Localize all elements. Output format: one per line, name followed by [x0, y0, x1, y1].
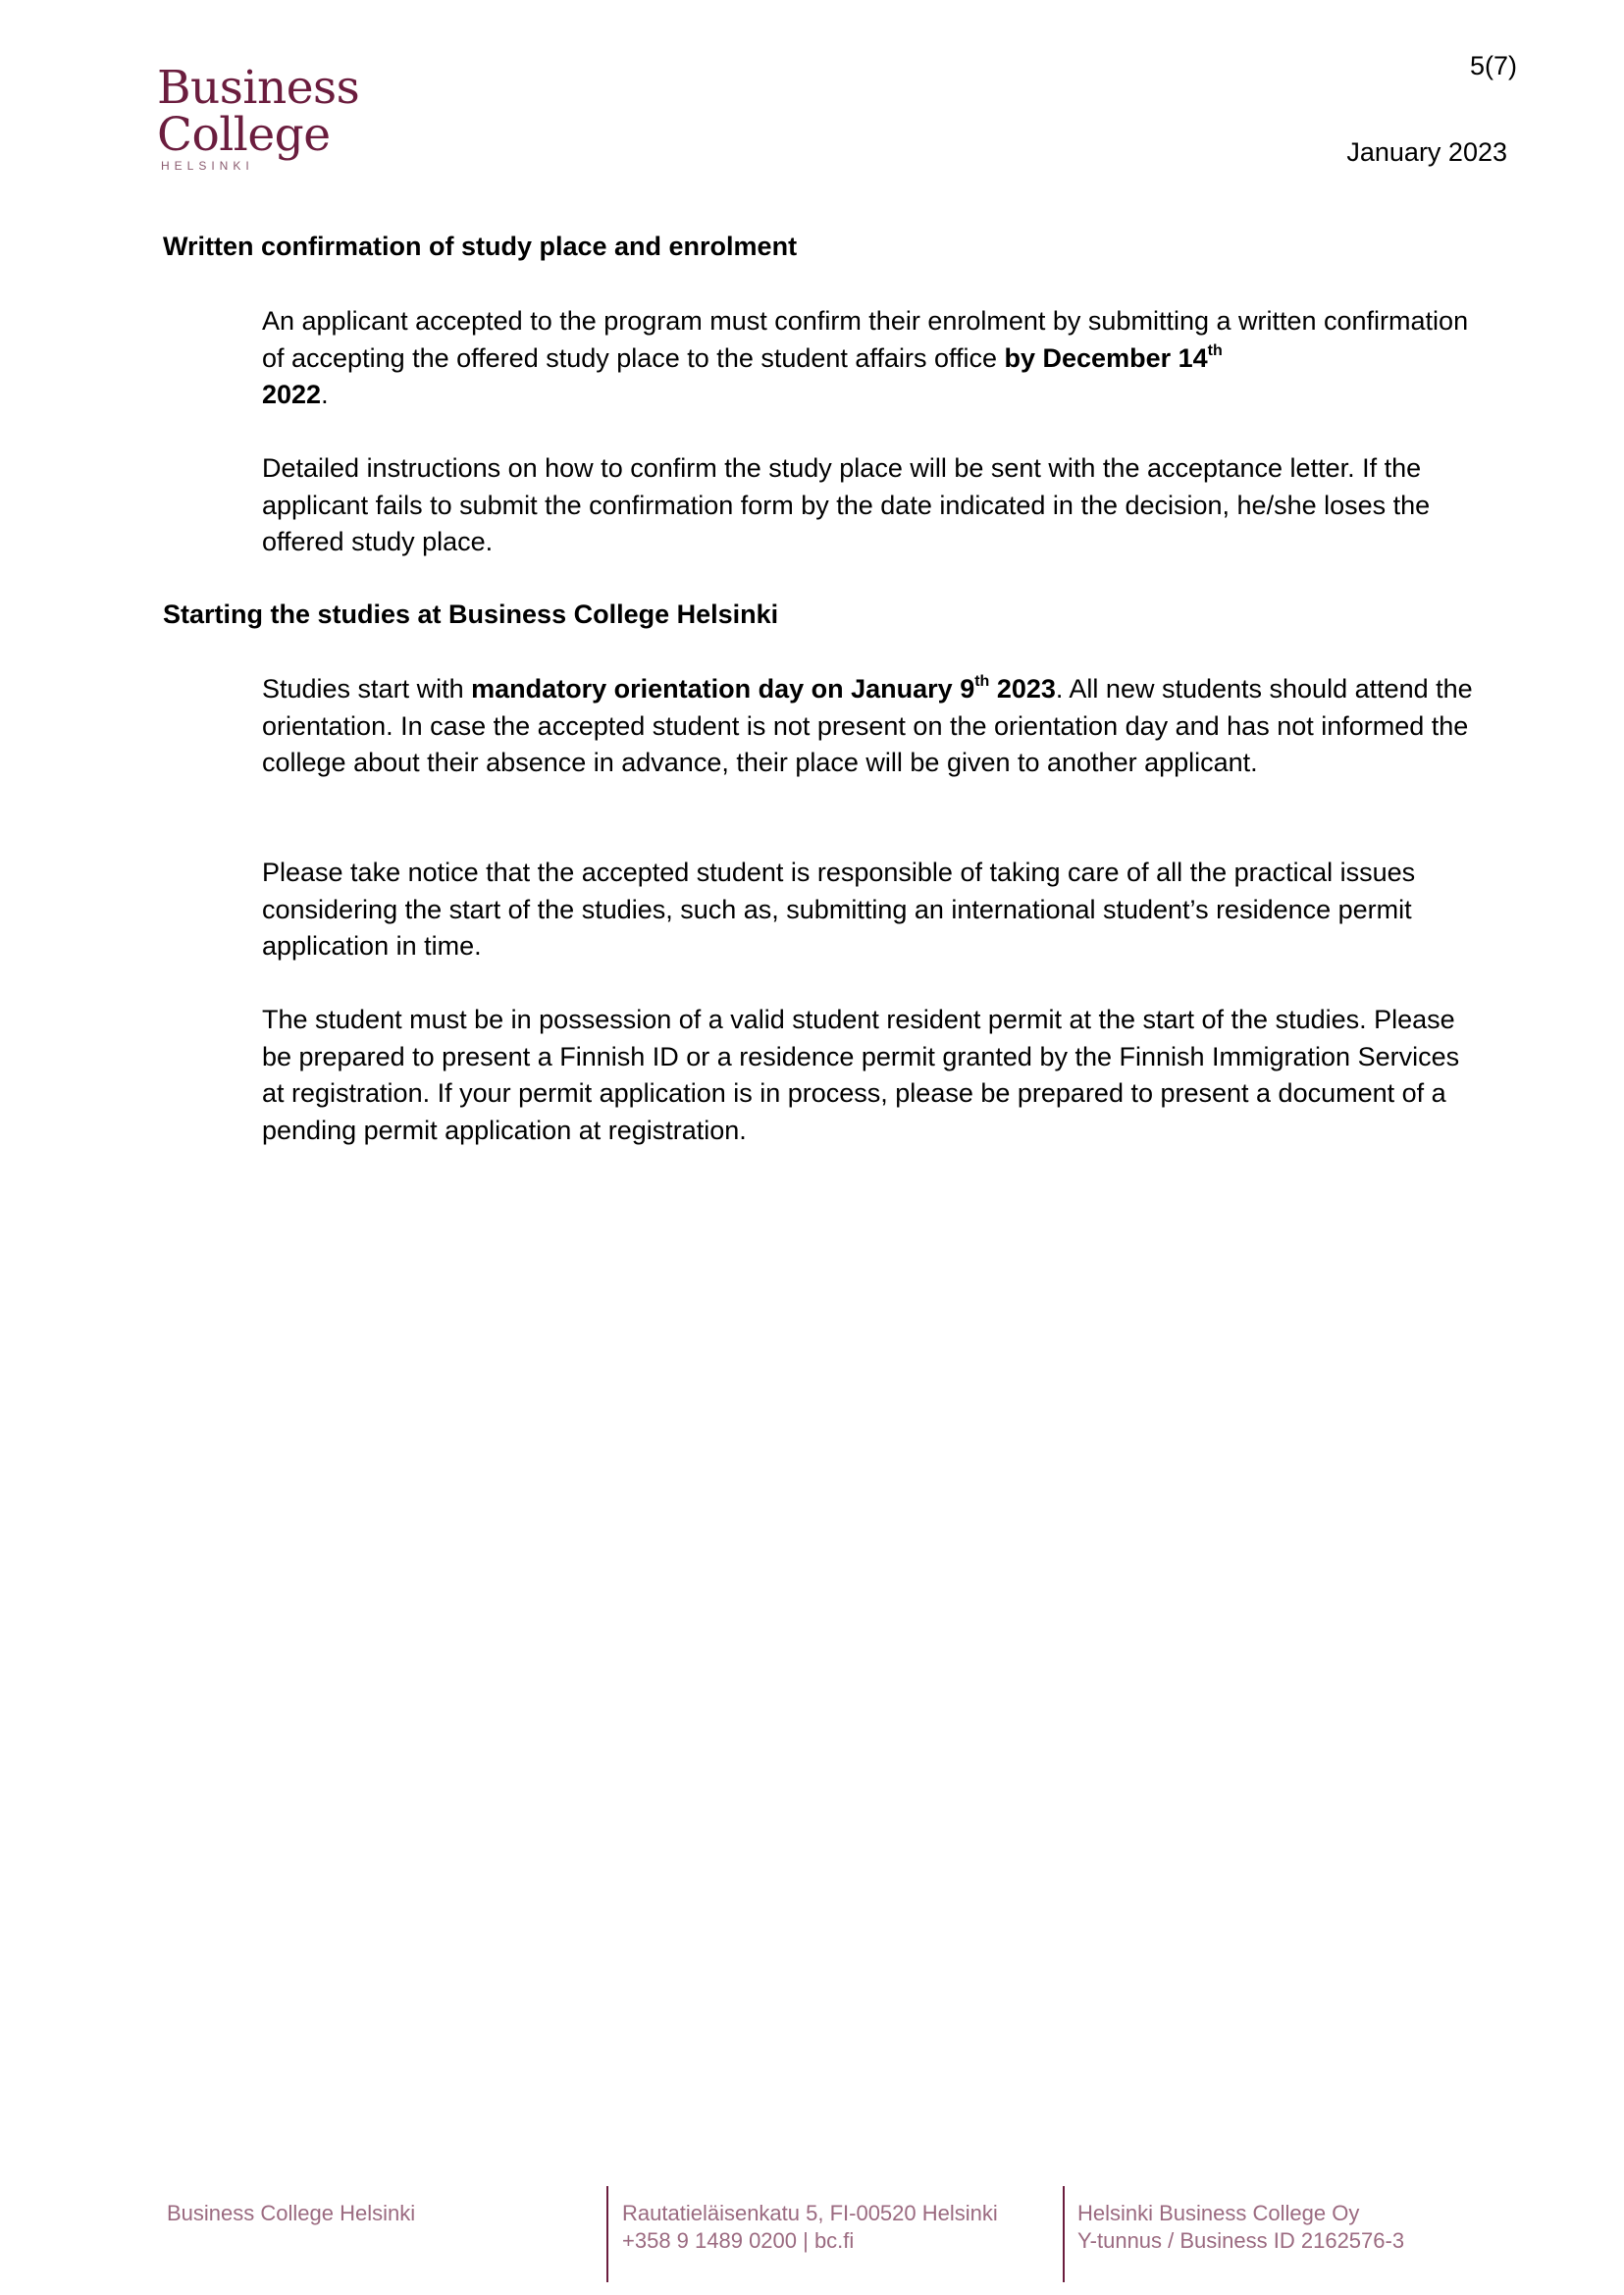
paragraph-confirmation-deadline: [262, 303, 1484, 414]
logo-line-1: Business: [157, 61, 360, 115]
orientation-bold: mandatory orientation day on January 9: [471, 674, 975, 704]
deadline-superscript: th: [1207, 341, 1223, 359]
footer-address-line: Rautatieläisenkatu 5, FI-00520 Helsinki: [622, 2201, 998, 2225]
deadline-bold: by December 14: [1004, 342, 1208, 373]
page-footer: [0, 2186, 1624, 2284]
footer-company: [167, 2200, 415, 2227]
footer-legal-name: Helsinki Business College Oy: [1077, 2201, 1360, 2225]
deadline-year: 2022: [262, 380, 322, 409]
paragraph-text-end: . All new students should attend the orientation. In case the accepted student is not present on the orientation day and has not informed the college about their absence in advance, their place will be given to another applicant.: [262, 674, 1473, 777]
paragraph-orientation: [262, 671, 1484, 782]
paragraph-text-end: .: [321, 380, 329, 409]
footer-divider: [606, 2186, 608, 2282]
paragraph-text: Studies start with: [262, 674, 472, 704]
footer-divider: [1063, 2186, 1065, 2282]
orientation-superscript: th: [974, 673, 990, 690]
logo-subtitle: HELSINKI: [161, 159, 254, 173]
paragraph-text: An applicant accepted to the program must confirm their enrolment by submitting a written confirmation of accepting the offered study place to the student affairs office: [262, 306, 1469, 373]
section-heading-confirmation: Written confirmation of study place and enrolment: [163, 232, 798, 261]
page-number: 5(7): [1469, 51, 1517, 80]
college-logo: [157, 61, 412, 173]
paragraph-residence-permit: The student must be in possession of a valid student resident permit at the start of the studies. Please be prepared to present a Finnish ID or a residence permit granted by the Finnish Immigration Services at registration. If your permit application is in process, please be prepared to present a document of a pending permit application at registration.: [262, 1005, 1460, 1145]
paragraph-instructions: Detailed instructions on how to confirm the study place will be sent with the acceptance letter. If the applicant fails to submit the confirmation form by the date indicated in the decision, he/she loses the offered study place.: [262, 453, 1431, 556]
footer-company-name: Business College Helsinki: [167, 2201, 416, 2225]
footer-address: [622, 2200, 998, 2255]
section-heading-starting: Starting the studies at Business College Helsinki: [163, 600, 779, 629]
orientation-year: 2023: [989, 674, 1056, 704]
footer-business-id: Y-tunnus / Business ID 2162576-3: [1077, 2228, 1405, 2253]
document-date: January 2023: [1346, 137, 1507, 167]
footer-contact-line: +358 9 1489 0200 | bc.fi: [622, 2228, 855, 2253]
logo-line-2: College: [157, 108, 331, 162]
paragraph-practical-issues: Please take notice that the accepted student is responsible of taking care of all the practical issues considering the start of the studies, such as, submitting an international student’s residence permit application in time.: [262, 858, 1416, 961]
footer-legal: [1077, 2200, 1404, 2255]
